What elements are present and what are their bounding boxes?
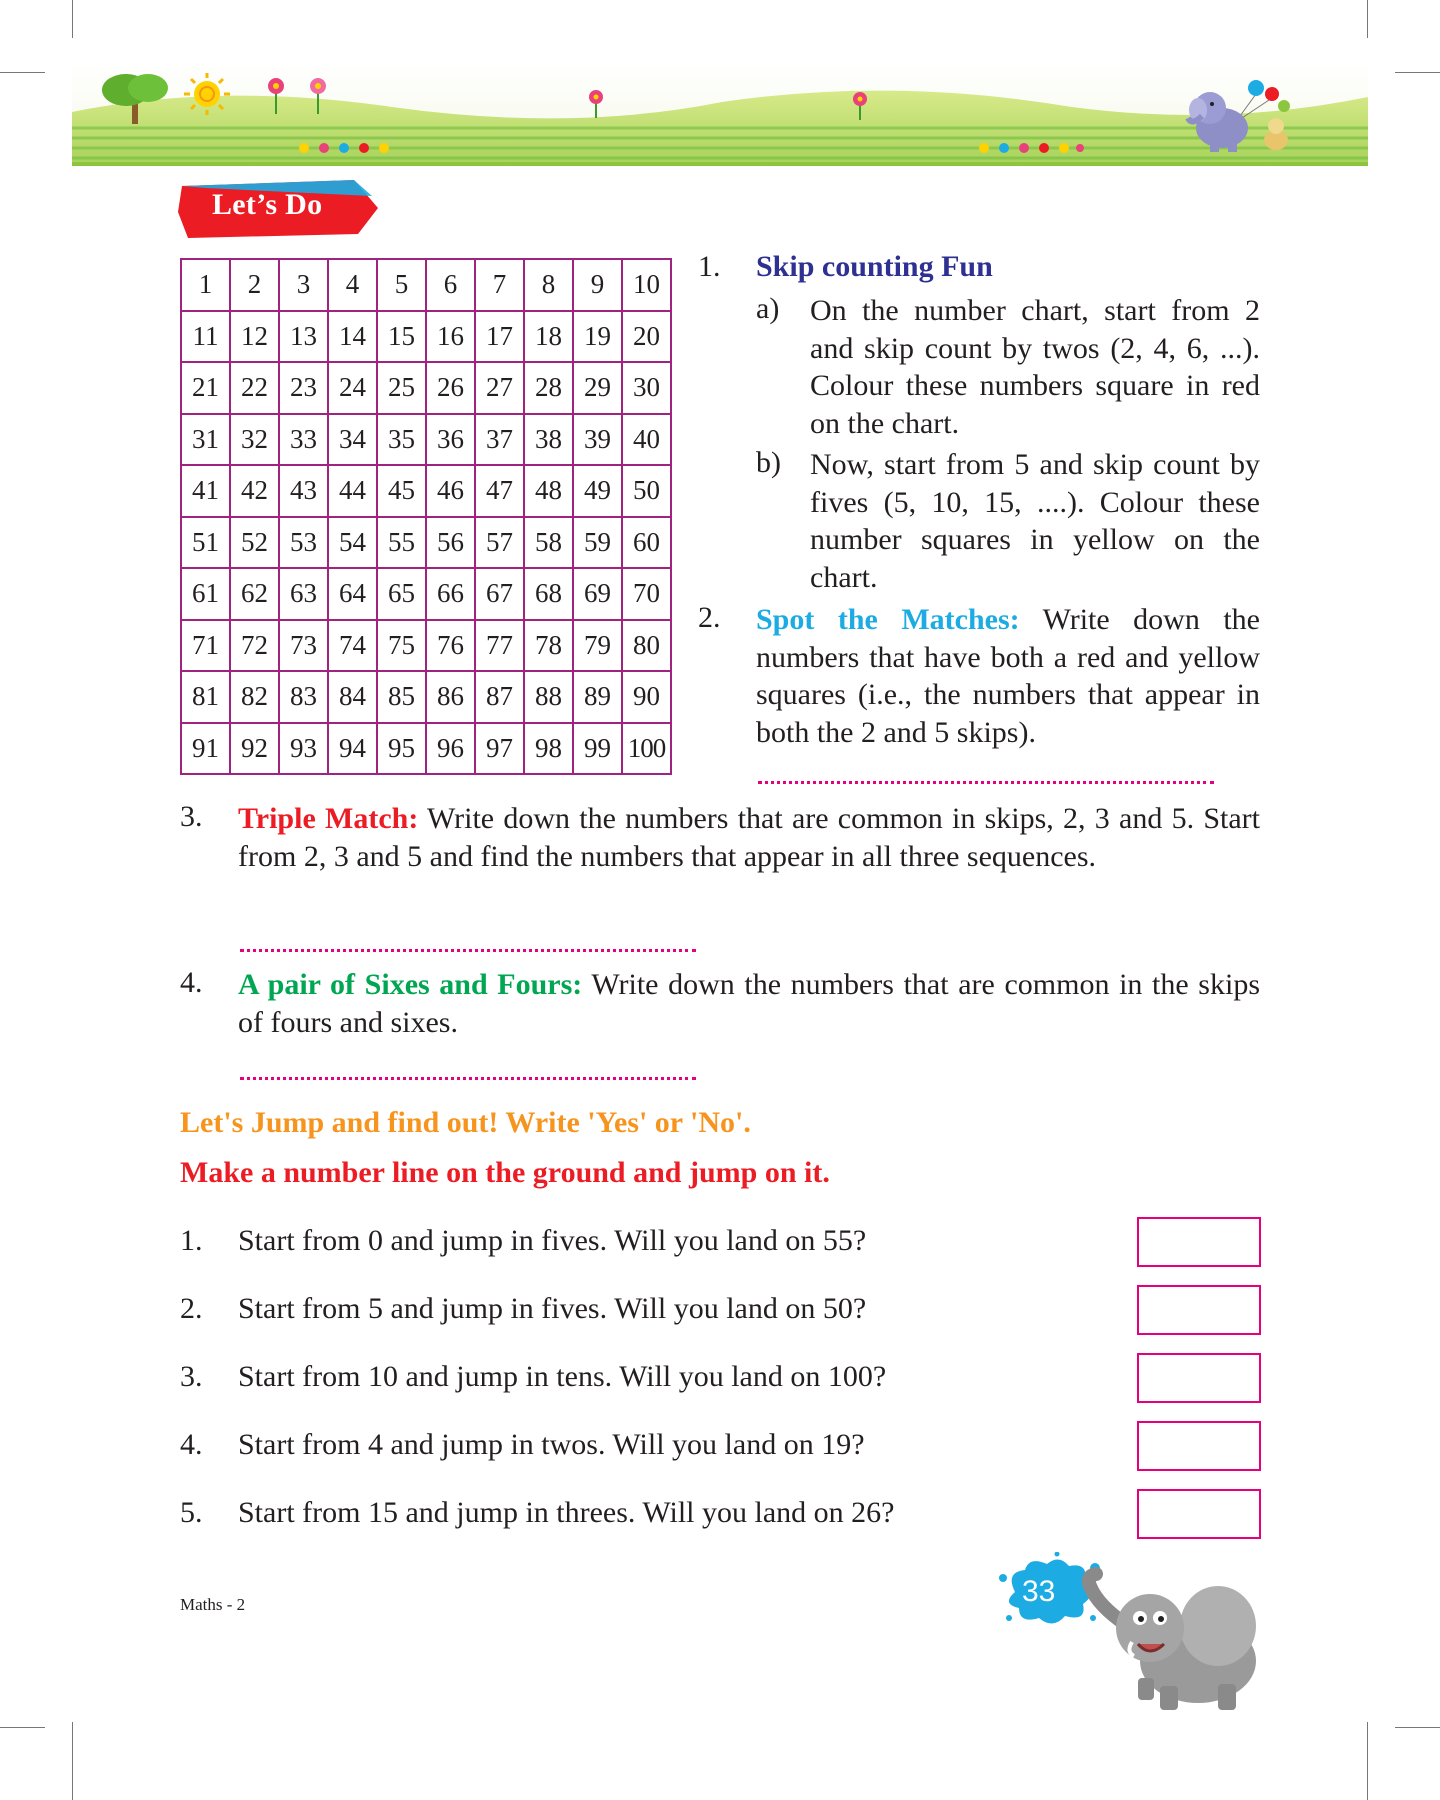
number-cell[interactable]: 65 bbox=[377, 568, 426, 620]
tree-icon bbox=[98, 70, 174, 126]
number-cell[interactable]: 67 bbox=[475, 568, 524, 620]
number-cell[interactable]: 52 bbox=[230, 517, 279, 569]
number-cell[interactable]: 23 bbox=[279, 362, 328, 414]
number-cell[interactable]: 36 bbox=[426, 414, 475, 466]
number-cell[interactable]: 72 bbox=[230, 620, 279, 672]
number-cell[interactable]: 26 bbox=[426, 362, 475, 414]
number-cell[interactable]: 35 bbox=[377, 414, 426, 466]
task-1-title: Skip counting Fun bbox=[756, 250, 993, 283]
task-4-text: Write down the numbers that are common in the skips of fours and sixes. bbox=[238, 968, 1260, 1039]
lets-do-label: Let’s Do bbox=[212, 188, 323, 221]
number-cell[interactable]: 48 bbox=[524, 465, 573, 517]
page-number: 33 bbox=[1022, 1575, 1056, 1608]
flower-row-icon bbox=[976, 140, 1086, 156]
number-cell[interactable]: 34 bbox=[328, 414, 377, 466]
hundred-chart-row bbox=[181, 723, 671, 775]
jump-heading: Let's Jump and find out! Write 'Yes' or 'No'. bbox=[180, 1106, 751, 1139]
number-cell[interactable]: 92 bbox=[230, 723, 279, 775]
jump-question-number: 4. bbox=[180, 1428, 203, 1461]
flower-row-icon bbox=[296, 140, 392, 156]
number-cell[interactable]: 12 bbox=[230, 311, 279, 363]
number-cell[interactable]: 38 bbox=[524, 414, 573, 466]
number-cell[interactable]: 39 bbox=[573, 414, 622, 466]
number-cell[interactable]: 98 bbox=[524, 723, 573, 775]
crop-mark bbox=[72, 0, 73, 38]
number-cell[interactable]: 24 bbox=[328, 362, 377, 414]
number-cell[interactable]: 100 bbox=[622, 723, 671, 775]
hundred-chart-row bbox=[181, 671, 671, 723]
number-cell[interactable]: 74 bbox=[328, 620, 377, 672]
number-cell[interactable]: 32 bbox=[230, 414, 279, 466]
elephant-mascot-icon bbox=[1068, 1566, 1268, 1716]
number-cell[interactable]: 29 bbox=[573, 362, 622, 414]
number-cell[interactable]: 97 bbox=[475, 723, 524, 775]
number-cell[interactable]: 3 bbox=[279, 259, 328, 311]
number-cell[interactable]: 11 bbox=[181, 311, 230, 363]
number-cell[interactable]: 41 bbox=[181, 465, 230, 517]
number-cell[interactable]: 53 bbox=[279, 517, 328, 569]
number-cell[interactable]: 18 bbox=[524, 311, 573, 363]
number-cell[interactable]: 9 bbox=[573, 259, 622, 311]
number-cell[interactable]: 66 bbox=[426, 568, 475, 620]
number-cell[interactable]: 62 bbox=[230, 568, 279, 620]
hundred-chart-row bbox=[181, 620, 671, 672]
number-cell[interactable]: 4 bbox=[328, 259, 377, 311]
number-cell[interactable]: 75 bbox=[377, 620, 426, 672]
number-cell[interactable]: 83 bbox=[279, 671, 328, 723]
number-cell[interactable]: 76 bbox=[426, 620, 475, 672]
number-cell[interactable]: 77 bbox=[475, 620, 524, 672]
number-cell[interactable]: 61 bbox=[181, 568, 230, 620]
jump-question-text: Start from 4 and jump in twos. Will you land on 19? bbox=[238, 1428, 865, 1461]
task-2-number: 2. bbox=[698, 601, 721, 634]
crop-mark bbox=[0, 1727, 45, 1728]
number-cell[interactable]: 71 bbox=[181, 620, 230, 672]
number-cell[interactable]: 57 bbox=[475, 517, 524, 569]
elephant-with-balloons-icon bbox=[1180, 76, 1310, 156]
number-cell[interactable]: 69 bbox=[573, 568, 622, 620]
number-cell[interactable]: 37 bbox=[475, 414, 524, 466]
number-cell[interactable]: 43 bbox=[279, 465, 328, 517]
jump-subheading: Make a number line on the ground and jump on it. bbox=[180, 1156, 830, 1189]
task-4-text-block bbox=[238, 966, 1260, 1041]
number-cell[interactable]: 51 bbox=[181, 517, 230, 569]
number-cell[interactable]: 95 bbox=[377, 723, 426, 775]
task-2-answer-line[interactable] bbox=[758, 781, 1214, 784]
number-cell[interactable]: 14 bbox=[328, 311, 377, 363]
number-cell[interactable]: 6 bbox=[426, 259, 475, 311]
task-2-text: Write down the numbers that have both a red and yellow squares (i.e., the numbers that appear in both the 2 and 5 skips). bbox=[756, 603, 1260, 749]
number-cell[interactable]: 50 bbox=[622, 465, 671, 517]
number-cell[interactable]: 8 bbox=[524, 259, 573, 311]
number-cell[interactable]: 89 bbox=[573, 671, 622, 723]
number-cell[interactable]: 64 bbox=[328, 568, 377, 620]
task-1b-text: Now, start from 5 and skip count by fives (5, 10, 15, ....). Colour these number squares in yellow on the chart. bbox=[810, 448, 1260, 594]
yes-no-answer-box[interactable] bbox=[1137, 1489, 1261, 1539]
number-cell[interactable]: 47 bbox=[475, 465, 524, 517]
number-cell[interactable]: 63 bbox=[279, 568, 328, 620]
task-3-title: Triple Match: bbox=[238, 802, 419, 835]
task-3-text-block bbox=[238, 800, 1260, 875]
task-1a-label: a) bbox=[756, 292, 780, 325]
number-cell[interactable]: 1 bbox=[181, 259, 230, 311]
crop-mark bbox=[0, 72, 45, 73]
number-cell[interactable]: 87 bbox=[475, 671, 524, 723]
task-1a-text: On the number chart, start from 2 and skip count by twos (2, 4, 6, ...). Colour these numbers square in red on the chart. bbox=[810, 294, 1260, 440]
yes-no-answer-box[interactable] bbox=[1137, 1217, 1261, 1267]
task-2-text-block bbox=[756, 601, 1260, 751]
yes-no-answer-box[interactable] bbox=[1137, 1353, 1261, 1403]
number-cell[interactable]: 90 bbox=[622, 671, 671, 723]
number-cell[interactable]: 99 bbox=[573, 723, 622, 775]
hundred-chart-row bbox=[181, 414, 671, 466]
crop-mark bbox=[1367, 1722, 1368, 1800]
number-cell[interactable]: 42 bbox=[230, 465, 279, 517]
jump-question-number: 1. bbox=[180, 1224, 203, 1257]
number-cell[interactable]: 86 bbox=[426, 671, 475, 723]
number-cell[interactable]: 68 bbox=[524, 568, 573, 620]
number-cell[interactable]: 70 bbox=[622, 568, 671, 620]
number-cell[interactable]: 5 bbox=[377, 259, 426, 311]
number-cell[interactable]: 46 bbox=[426, 465, 475, 517]
jump-question-text: Start from 0 and jump in fives. Will you land on 55? bbox=[238, 1224, 867, 1257]
crop-mark bbox=[72, 1722, 73, 1800]
number-cell[interactable]: 33 bbox=[279, 414, 328, 466]
hundred-chart-row bbox=[181, 311, 671, 363]
number-cell[interactable]: 16 bbox=[426, 311, 475, 363]
jump-question-text: Start from 5 and jump in fives. Will you land on 50? bbox=[238, 1292, 867, 1325]
flower-icon bbox=[586, 88, 606, 118]
number-cell[interactable]: 19 bbox=[573, 311, 622, 363]
task-1-number: 1. bbox=[698, 250, 721, 283]
number-cell[interactable]: 78 bbox=[524, 620, 573, 672]
number-cell[interactable]: 10 bbox=[622, 259, 671, 311]
sun-icon bbox=[178, 72, 236, 116]
number-cell[interactable]: 45 bbox=[377, 465, 426, 517]
number-cell[interactable]: 28 bbox=[524, 362, 573, 414]
number-cell[interactable]: 22 bbox=[230, 362, 279, 414]
task-4-number: 4. bbox=[180, 966, 203, 999]
number-cell[interactable]: 94 bbox=[328, 723, 377, 775]
number-cell[interactable]: 21 bbox=[181, 362, 230, 414]
number-cell[interactable]: 59 bbox=[573, 517, 622, 569]
flower-icon bbox=[264, 76, 288, 114]
number-cell[interactable]: 54 bbox=[328, 517, 377, 569]
number-cell[interactable]: 93 bbox=[279, 723, 328, 775]
jump-question-number: 2. bbox=[180, 1292, 203, 1325]
yes-no-answer-box[interactable] bbox=[1137, 1285, 1261, 1335]
task-3-number: 3. bbox=[180, 800, 203, 833]
number-cell[interactable]: 55 bbox=[377, 517, 426, 569]
crop-mark bbox=[1395, 72, 1440, 73]
number-cell[interactable]: 2 bbox=[230, 259, 279, 311]
hundred-chart-row bbox=[181, 465, 671, 517]
hundred-chart-row bbox=[181, 568, 671, 620]
number-cell[interactable]: 13 bbox=[279, 311, 328, 363]
number-cell[interactable]: 84 bbox=[328, 671, 377, 723]
hundred-chart bbox=[180, 258, 672, 775]
hundred-chart-row bbox=[181, 362, 671, 414]
hundred-chart-row bbox=[181, 517, 671, 569]
jump-question-number: 5. bbox=[180, 1496, 203, 1529]
task-1b-label: b) bbox=[756, 446, 781, 479]
number-cell[interactable]: 15 bbox=[377, 311, 426, 363]
task-3-text: Write down the numbers that are common in skips, 2, 3 and 5. Start from 2, 3 and 5 and find the numbers that appear in all three sequences. bbox=[238, 802, 1260, 873]
number-cell[interactable]: 31 bbox=[181, 414, 230, 466]
jump-question-text: Start from 10 and jump in tens. Will you land on 100? bbox=[238, 1360, 887, 1393]
number-cell[interactable]: 40 bbox=[622, 414, 671, 466]
footer-subject: Maths - 2 bbox=[180, 1595, 246, 1614]
crop-mark bbox=[1367, 0, 1368, 38]
task-3-answer-line[interactable] bbox=[240, 949, 696, 952]
number-cell[interactable]: 85 bbox=[377, 671, 426, 723]
hundred-chart-row bbox=[181, 259, 671, 311]
number-cell[interactable]: 7 bbox=[475, 259, 524, 311]
number-cell[interactable]: 96 bbox=[426, 723, 475, 775]
number-cell[interactable]: 58 bbox=[524, 517, 573, 569]
flower-icon bbox=[306, 76, 330, 114]
number-cell[interactable]: 25 bbox=[377, 362, 426, 414]
task-2-title: Spot the Matches: bbox=[756, 603, 1020, 636]
number-cell[interactable]: 91 bbox=[181, 723, 230, 775]
number-cell[interactable]: 60 bbox=[622, 517, 671, 569]
task-4-answer-line[interactable] bbox=[240, 1077, 696, 1080]
number-cell[interactable]: 73 bbox=[279, 620, 328, 672]
number-cell[interactable]: 27 bbox=[475, 362, 524, 414]
number-cell[interactable]: 81 bbox=[181, 671, 230, 723]
crop-mark bbox=[1395, 1727, 1440, 1728]
number-cell[interactable]: 82 bbox=[230, 671, 279, 723]
number-cell[interactable]: 20 bbox=[622, 311, 671, 363]
number-cell[interactable]: 88 bbox=[524, 671, 573, 723]
number-cell[interactable]: 56 bbox=[426, 517, 475, 569]
number-cell[interactable]: 80 bbox=[622, 620, 671, 672]
number-cell[interactable]: 30 bbox=[622, 362, 671, 414]
number-cell[interactable]: 79 bbox=[573, 620, 622, 672]
flower-icon bbox=[850, 90, 870, 120]
task-4-title: A pair of Sixes and Fours: bbox=[238, 968, 583, 1001]
number-cell[interactable]: 49 bbox=[573, 465, 622, 517]
yes-no-answer-box[interactable] bbox=[1137, 1421, 1261, 1471]
number-cell[interactable]: 17 bbox=[475, 311, 524, 363]
jump-question-number: 3. bbox=[180, 1360, 203, 1393]
jump-question-text: Start from 15 and jump in threes. Will you land on 26? bbox=[238, 1496, 895, 1529]
number-cell[interactable]: 44 bbox=[328, 465, 377, 517]
